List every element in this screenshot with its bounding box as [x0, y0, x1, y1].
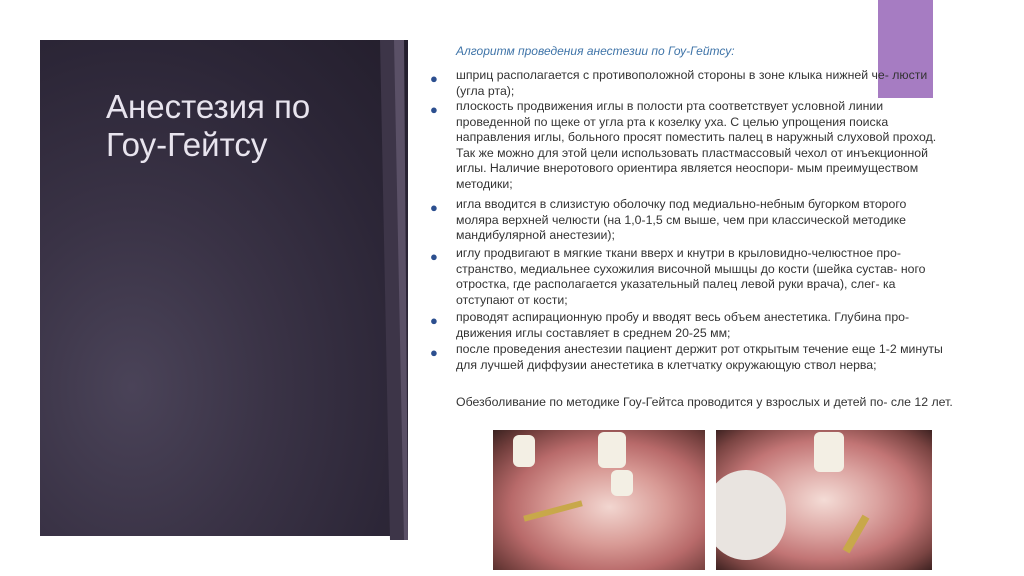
clinical-photo-2 — [716, 430, 932, 570]
list-item: иглу продвигают в мягкие ткани вверх и кнутри в крыловидно-челюстное про- странство, медиальнее сухожилия височной мышцы до кости (шейка сустав- ного отростка, где располагается указательный палец левой руки врача), слег- ка отступают от кости; — [456, 246, 926, 307]
bullet-icon: ● — [430, 102, 438, 117]
tooth — [611, 470, 633, 496]
thumb — [716, 470, 786, 560]
tooth — [814, 432, 844, 472]
bullet-icon: ● — [430, 345, 438, 360]
syringe-needle — [523, 500, 583, 521]
slide-title: Анестезия по Гоу-Гейтсу — [106, 88, 311, 163]
syringe-needle — [843, 515, 870, 554]
bullet-icon: ● — [430, 200, 438, 215]
bullet-icon: ● — [430, 71, 438, 86]
list-item: шприц располагается с противоположной стороны в зоне клыка нижней че- люсти (угла рта); — [456, 68, 928, 98]
list-item: проводят аспирационную пробу и вводят весь объем анестетика. Глубина про- движения иглы составляет в среднем 20-25 мм; — [456, 310, 910, 340]
tooth — [513, 435, 535, 467]
list-item: игла вводится в слизистую оболочку под медиально-небным бугорком второго моляра верхней челюсти (на 1,0-1,5 см выше, чем при классической методике мандибулярной анестезии); — [456, 197, 907, 243]
list-item: плоскость продвижения иглы в полости рта соответствует условной линии проведенной по щеке от угла рта к козелку уха. С целью упрощения поиска направления иглы, больного просят поместить палец в наружный слуховой проход. Так же можно для этой цели использовать пластмассовый чехол от инъекционной иглы. Наличие внеротового ориентира является неоспори- мым преимуществом методики; — [456, 99, 937, 191]
bullet-icon: ● — [430, 313, 438, 328]
list-item: после проведения анестезии пациент держит рот открытым течение еще 1-2 минуты для лучшей диффузии анестетика в клетчатку окружающую ствол нерва; — [456, 342, 943, 372]
bullet-icon: ● — [430, 249, 438, 264]
closing-paragraph: Обезболивание по методике Гоу-Гейтса проводится у взрослых и детей по- сле 12 лет. — [456, 395, 953, 409]
clinical-photo-1 — [493, 430, 705, 570]
algorithm-heading: Алгоритм проведения анестезии по Гоу-Гейтсу: — [456, 44, 735, 58]
tooth — [598, 432, 626, 468]
